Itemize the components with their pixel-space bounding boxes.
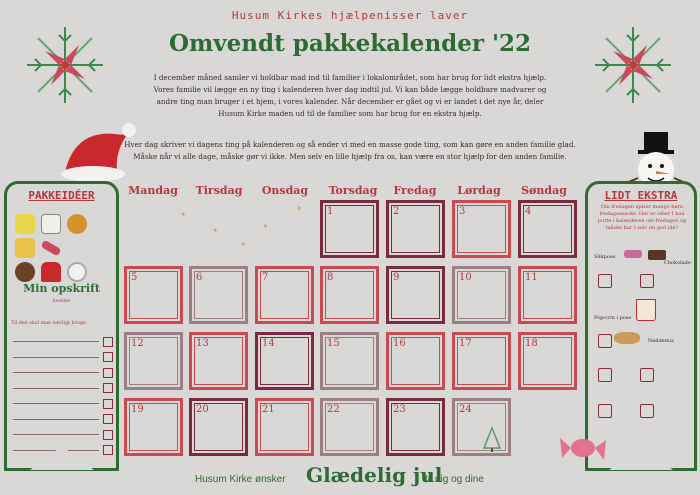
recipe-subtitle: hedder	[52, 298, 71, 304]
needs-checkbox[interactable]	[103, 430, 113, 440]
extra-title: LIDT EKSTRA	[604, 189, 678, 202]
santa-hat-icon	[55, 120, 140, 185]
day-header-monday: Mandag	[128, 184, 178, 197]
crackers-icon	[67, 214, 87, 234]
day-number: 18	[525, 338, 538, 349]
recipe-title: Min opskrift	[23, 282, 100, 295]
day-number: 14	[262, 338, 275, 349]
footer-right-text: til dig og dine	[425, 474, 484, 485]
star-icon: ✦	[212, 226, 219, 235]
day-number: 7	[262, 272, 269, 283]
day-header-thursday: Torsdag	[328, 184, 378, 197]
day-number: 9	[393, 272, 400, 283]
needs-row	[13, 365, 113, 381]
day-number: 22	[327, 404, 340, 415]
calendar-day-cell[interactable]	[386, 332, 445, 390]
calendar-day-cell[interactable]	[518, 200, 577, 258]
toilet-paper-icon	[67, 262, 87, 282]
calendar-day-cell[interactable]	[320, 200, 379, 258]
calendar-day-cell[interactable]	[124, 266, 183, 324]
calendar-day-cell[interactable]	[518, 332, 577, 390]
day-header-tuesday: Tirsdag	[195, 184, 243, 197]
calendar-day-cell[interactable]	[386, 266, 445, 324]
star-icon: ✦	[240, 240, 247, 249]
calendar-day-cell[interactable]	[320, 266, 379, 324]
day-number: 12	[131, 338, 144, 349]
star-icon: ✦	[296, 204, 303, 213]
extra-item-label: Chokolade	[664, 260, 691, 266]
day-number: 10	[459, 272, 472, 283]
gift-ideas-panel	[4, 181, 119, 471]
needs-checkbox[interactable]	[103, 445, 113, 455]
extra-item-label: Nøddemix	[648, 338, 674, 344]
needs-row	[13, 381, 113, 397]
extra-item-label: Popcorn i pose	[594, 315, 632, 321]
tea-icon	[15, 214, 35, 234]
needs-checkbox[interactable]	[103, 337, 113, 347]
needs-row	[13, 396, 113, 412]
calendar-day-cell[interactable]	[518, 266, 577, 324]
calendar-day-cell[interactable]	[452, 332, 511, 390]
needs-checkbox[interactable]	[103, 383, 113, 393]
chocolate-icon	[648, 250, 666, 260]
calendar-day-cell[interactable]	[320, 398, 379, 456]
needs-checklist	[13, 334, 113, 458]
needs-row	[13, 350, 113, 366]
day-number: 23	[393, 404, 406, 415]
calendar-day-cell[interactable]	[255, 332, 314, 390]
day-header-wednesday: Onsdag	[261, 184, 309, 197]
extra-checkbox[interactable]	[640, 404, 654, 418]
ketchup-icon	[41, 262, 61, 282]
calendar-day-cell[interactable]	[386, 398, 445, 456]
extra-checkbox[interactable]	[598, 404, 612, 418]
day-number: 8	[327, 272, 334, 283]
day-number: 6	[196, 272, 203, 283]
needs-checkbox[interactable]	[103, 352, 113, 362]
extra-item-label: Slikpose	[594, 254, 616, 260]
jar-icon	[41, 214, 61, 234]
page-title: Omvendt pakkekalender '22	[168, 30, 532, 57]
extra-checkbox[interactable]	[598, 368, 612, 382]
day-number: 3	[459, 206, 466, 217]
day-number: 21	[262, 404, 275, 415]
toothbrush-icon	[40, 240, 61, 257]
calendar-day-cell[interactable]	[452, 266, 511, 324]
day-number: 16	[393, 338, 406, 349]
day-number: 17	[459, 338, 472, 349]
calendar-day-cell[interactable]	[320, 332, 379, 390]
popcorn-icon	[636, 299, 656, 321]
calendar-day-cell[interactable]	[255, 266, 314, 324]
calendar-day-cell[interactable]	[452, 200, 511, 258]
needs-label: Til den skal man særligt bruge	[11, 321, 86, 326]
extra-checkbox[interactable]	[640, 274, 654, 288]
day-number: 4	[525, 206, 532, 217]
header-subtitle: Husum Kirkes hjælpenisser laver	[231, 9, 469, 22]
coffee-beans-icon	[15, 262, 35, 282]
intro-paragraph-2: Hver dag skriver vi dagens ting på kalenderen og så ender vi med en masse gode ting, som kan gøre en anden familie glad. Måske når vi alle dage, måske gør vi ikke. Men selv en lille hjælp fra os, kan være en stor hjælp for den anden familie.	[124, 140, 576, 161]
needs-checkbox[interactable]	[103, 368, 113, 378]
day-number: 15	[327, 338, 340, 349]
calendar-day-cell[interactable]	[124, 332, 183, 390]
gift-ideas-title: PAKKEIDÉER	[28, 189, 95, 202]
needs-row	[13, 334, 113, 350]
star-icon: ✦	[180, 210, 187, 219]
day-header-friday: Fredag	[393, 184, 437, 197]
day-number: 11	[525, 272, 538, 283]
extra-checkbox[interactable]	[598, 334, 612, 348]
day-number: 20	[196, 404, 209, 415]
needs-row	[13, 412, 113, 428]
needs-checkbox[interactable]	[103, 399, 113, 409]
candy-icon	[558, 428, 608, 468]
day-number: 1	[327, 206, 334, 217]
needs-row	[13, 443, 113, 459]
day-number: 5	[131, 272, 138, 283]
footer-greeting: Glædelig jul	[306, 463, 443, 487]
extra-checkbox[interactable]	[640, 368, 654, 382]
calendar-day-cell[interactable]	[124, 398, 183, 456]
day-number: 19	[131, 404, 144, 415]
needs-checkbox[interactable]	[103, 414, 113, 424]
day-number: 13	[196, 338, 209, 349]
calendar-day-cell[interactable]	[189, 398, 248, 456]
star-icon: ✦	[262, 222, 269, 231]
intro-paragraph-1: I december måned samler vi holdbar mad ind til familier i lokalområdet, som har brug for lidt ekstra hjælp. Vores familie vil lægge en ny ting i kalenderen hver dag indtil jul. Vi kan både lægge holdbare madvarer og andre ting man bruger i et hjem, i vores kalender. Når december er gået og vi er landet i det nye år, deler Husum Kirke maden ud til de familier som har brug for en ekstra hjælp.	[153, 73, 547, 118]
christmas-tree-icon	[482, 426, 502, 452]
extra-checkbox[interactable]	[598, 274, 612, 288]
day-number: 24	[459, 404, 472, 415]
gift-ideas-icons	[15, 214, 110, 282]
footer-left-text: Husum Kirke ønsker	[195, 474, 286, 485]
calendar-day-cell[interactable]	[386, 200, 445, 258]
day-header-sunday: Søndag	[521, 184, 567, 197]
extra-text: Om fredagen spiser mange børn fredagssnacks. Her er idéer I kan putte i kalenderen om fredagen og måske har I selv en god idé?	[597, 204, 687, 231]
candy-bag-icon	[624, 250, 642, 258]
calendar-day-cell[interactable]	[255, 398, 314, 456]
day-number: 2	[393, 206, 400, 217]
nut-mix-icon	[614, 332, 640, 344]
calendar-day-cell[interactable]	[189, 266, 248, 324]
day-header-saturday: Lørdag	[457, 184, 501, 197]
calendar-day-cell[interactable]	[189, 332, 248, 390]
snack-bag-icon	[15, 238, 35, 258]
needs-row	[13, 427, 113, 443]
